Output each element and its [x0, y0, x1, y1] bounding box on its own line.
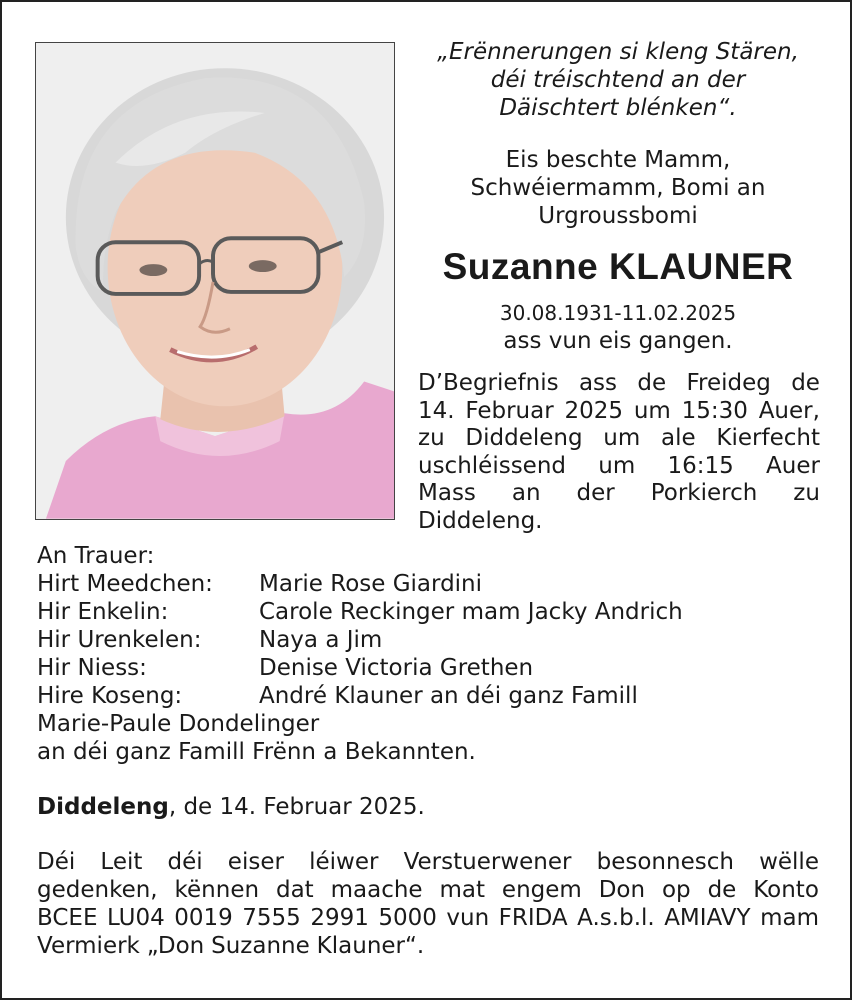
word: 2025	[564, 397, 624, 424]
passed-text: ass vun eis gangen.	[503, 328, 733, 354]
place-date	[37, 792, 827, 822]
donation-line	[37, 904, 819, 932]
word: A.s.b.l.	[577, 905, 655, 931]
portrait-illustration	[36, 43, 394, 519]
word: um	[598, 452, 636, 479]
word: um	[633, 397, 671, 424]
intro-line: Eis beschte Mamm,	[505, 147, 731, 173]
mourner-role: Hir Urenkelen:	[37, 627, 202, 653]
word: 16:15	[667, 452, 734, 479]
word: 14.	[418, 397, 455, 424]
mourner-role: Hirt Meedchen:	[37, 571, 213, 597]
mourners-heading: An Trauer:	[37, 543, 155, 569]
donation-line	[37, 876, 819, 904]
word: zu	[793, 480, 820, 506]
mourner-names: André Klauner an déi ganz Famill	[259, 683, 638, 709]
word: Don	[598, 877, 646, 903]
word: zu	[418, 425, 445, 451]
word: maache	[330, 877, 423, 903]
word: 0019	[174, 905, 233, 931]
word: op	[661, 877, 691, 903]
word: Suzanne	[211, 933, 310, 959]
word: 15:30	[681, 397, 748, 424]
funeral-line	[418, 425, 820, 453]
word: de	[637, 370, 667, 396]
word: mat	[439, 877, 486, 903]
word: vun	[446, 905, 490, 931]
mourner-extra-line: an déi ganz Famill Frënn a Bekannten.	[37, 739, 476, 765]
word: 5000	[378, 905, 437, 931]
place-name: Diddeleng	[37, 794, 169, 820]
word: LU04	[106, 905, 165, 931]
word: Diddeleng.	[418, 507, 543, 534]
word: gedenken,	[37, 877, 158, 903]
word: Déi	[37, 849, 76, 875]
mourner-row	[37, 570, 827, 598]
intro-line: Urgroussbomi	[538, 203, 698, 229]
word: FRIDA	[498, 905, 568, 931]
word: Auer	[766, 452, 820, 479]
mourner-names: Naya a Jim	[259, 627, 383, 653]
quote	[412, 38, 824, 122]
word: de	[707, 877, 737, 903]
funeral-line	[418, 480, 820, 508]
word: dat	[275, 877, 314, 903]
word: 7555	[242, 905, 301, 931]
funeral-notice	[418, 370, 820, 535]
word: Auer,	[758, 397, 820, 424]
intro-line: Schwéiermamm, Bomi an	[470, 175, 766, 201]
mourner-role: Hir Niess:	[37, 655, 147, 681]
donation-line	[37, 848, 819, 876]
word: uschléissend	[418, 452, 567, 479]
word: 2991	[310, 905, 369, 931]
word: Vermierk	[37, 933, 140, 959]
word: der	[576, 480, 615, 506]
word: AMIAVY	[664, 905, 751, 931]
word: déi	[167, 849, 203, 875]
funeral-line	[418, 370, 820, 398]
word: Leit	[100, 849, 143, 875]
word: kënnen	[174, 877, 260, 903]
mourner-row	[37, 682, 827, 710]
funeral-line	[418, 453, 820, 481]
word: Verstuerwener	[403, 849, 572, 875]
donation-line	[37, 932, 819, 960]
word: Mass	[418, 480, 476, 506]
word: wëlle	[759, 849, 819, 875]
word: Klauner“.	[316, 933, 425, 959]
mourner-names: Carole Reckinger mam Jacky Andrich	[259, 599, 683, 625]
mourner-extra-line: Marie-Paule Dondelinger	[37, 711, 320, 737]
quote-line: „Erënnerungen si kleng Stären,	[437, 39, 799, 65]
portrait-photo	[35, 42, 395, 520]
mourner-names: Marie Rose Giardini	[259, 571, 483, 597]
mourner-role: Hire Koseng:	[37, 683, 183, 709]
word: „Don	[146, 933, 205, 959]
word: Porkierch	[650, 480, 758, 506]
funeral-line	[418, 508, 820, 536]
deceased-name: Suzanne KLAUNER	[442, 246, 794, 287]
place-date-text: , de 14. Februar 2025.	[168, 794, 425, 820]
life-dates: 30.08.1931-11.02.2025	[499, 301, 737, 325]
word: Februar	[465, 397, 554, 424]
donation-notice	[37, 848, 819, 960]
word: Diddeleng	[465, 425, 583, 451]
quote-line: déi tréischtend an der	[490, 67, 746, 93]
word: Freideg	[686, 370, 771, 396]
word: eiser	[227, 849, 284, 875]
funeral-line	[418, 398, 820, 426]
word: léiwer	[309, 849, 379, 875]
mourners-list	[37, 542, 827, 766]
word: um	[603, 425, 641, 451]
word: D’Begriefnis	[418, 370, 559, 396]
word: besonnesch	[596, 849, 734, 875]
mourner-row	[37, 626, 827, 654]
word: BCEE	[37, 905, 98, 931]
word: Konto	[753, 877, 819, 903]
quote-line: Däischtert blénken“.	[499, 95, 737, 121]
word: ass	[578, 370, 618, 396]
word: Kierfecht	[716, 425, 820, 451]
word: engem	[501, 877, 582, 903]
word: mam	[760, 905, 819, 931]
intro-text	[412, 146, 824, 230]
word: an	[511, 480, 541, 506]
mourner-role: Hir Enkelin:	[37, 599, 169, 625]
mourner-row	[37, 654, 827, 682]
word: ale	[661, 425, 696, 451]
word: de	[791, 370, 820, 396]
mourner-names: Denise Victoria Grethen	[259, 655, 534, 681]
mourner-row	[37, 598, 827, 626]
